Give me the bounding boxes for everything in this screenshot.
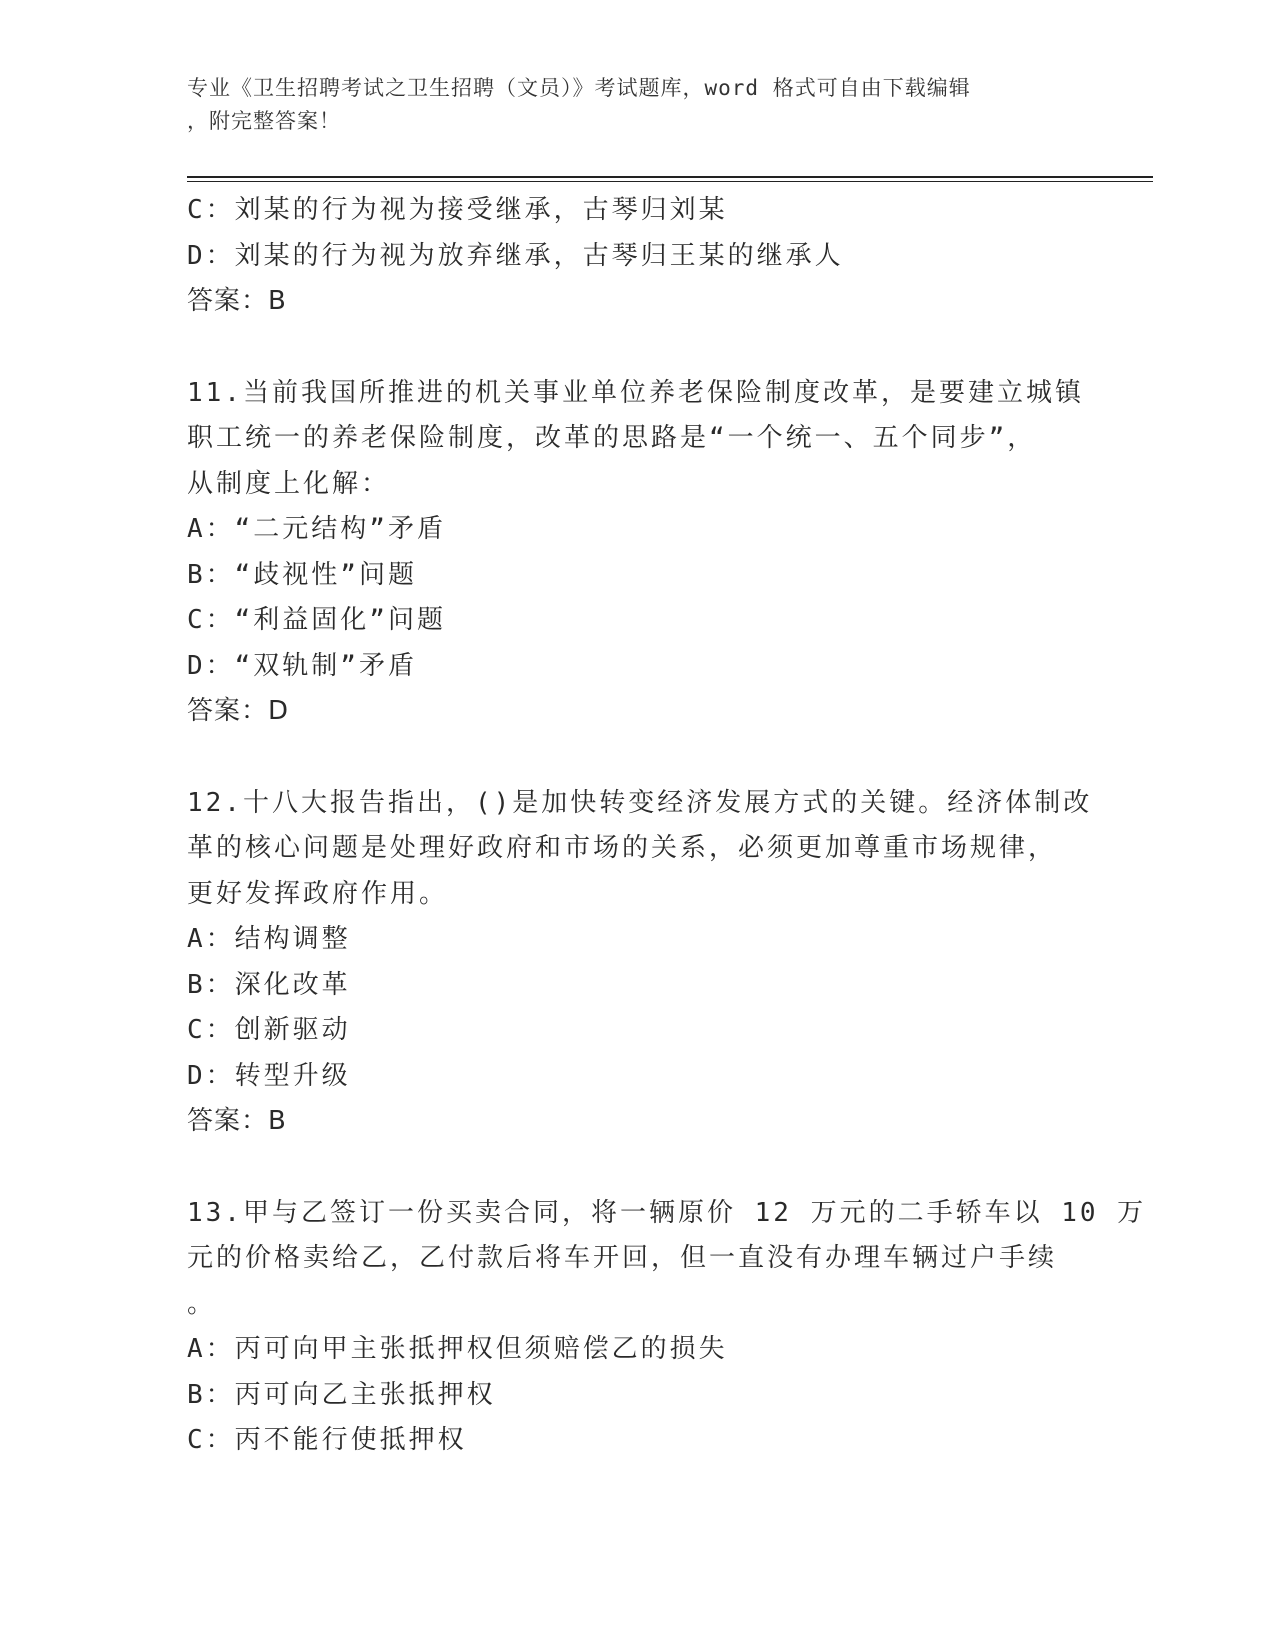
option-d: D：刘某的行为视为放弃继承，古琴归王某的继承人 [187, 240, 844, 271]
question-stem-line: 12.十八大报告指出，()是加快转变经济发展方式的关键。经济体制改 [187, 787, 1093, 818]
question-stem-line: 革的核心问题是处理好政府和市场的关系，必须更加尊重市场规律， [187, 833, 1058, 863]
answer-line: 答案：D [187, 696, 290, 726]
option-c: C：刘某的行为视为接受继承，古琴归刘某 [187, 195, 728, 225]
question-stem-line: 13.甲与乙签订一份买卖合同，将一辆原价 12 万元的二手轿车以 10 万 [187, 1197, 1147, 1228]
option-a: A：“二元结构”矛盾 [187, 514, 446, 544]
option-a: A：结构调整 [187, 924, 351, 954]
option-c: C：“利益固化”问题 [187, 605, 446, 635]
option-d: D：“双轨制”矛盾 [187, 650, 417, 681]
option-b: B：深化改革 [187, 969, 351, 1000]
option-b: B：“歧视性”问题 [187, 559, 417, 590]
question-10-continued [187, 188, 1087, 325]
question-stem-line: 更好发挥政府作用。 [187, 878, 449, 909]
option-b: B：丙可向乙主张抵押权 [187, 1379, 496, 1410]
header-divider-thin [187, 181, 1153, 182]
option-c: C：丙不能行使抵押权 [187, 1425, 467, 1455]
answer-line: 答案：B [187, 1106, 287, 1136]
header-line-1: 专业《卫生招聘考试之卫生招聘（文员）》考试题库，word 格式可自由下载编辑 [187, 76, 971, 100]
question-13 [187, 1191, 1147, 1464]
document-header [187, 72, 1067, 138]
option-c: C：创新驱动 [187, 1015, 351, 1045]
question-12 [187, 781, 1093, 1145]
question-stem-line: 从制度上化解： [187, 468, 391, 499]
question-11 [187, 371, 1087, 735]
header-divider-thick [187, 176, 1153, 178]
answer-line: 答案：B [187, 286, 287, 316]
header-line-2: ，附完整答案！ [187, 109, 341, 133]
question-stem-line: 11.当前我国所推进的机关事业单位养老保险制度改革，是要建立城镇 [187, 377, 1084, 408]
option-d: D：转型升级 [187, 1060, 351, 1091]
question-stem-line: 职工统一的养老保险制度，改革的思路是“一个统一、五个同步”， [187, 423, 1037, 453]
question-list [187, 188, 1147, 1464]
question-stem-line: 。 [187, 1288, 217, 1319]
question-stem-line: 元的价格卖给乙，乙付款后将车开回，但一直没有办理车辆过户手续 [187, 1243, 1058, 1273]
option-a: A：丙可向甲主张抵押权但须赔偿乙的损失 [187, 1334, 728, 1364]
